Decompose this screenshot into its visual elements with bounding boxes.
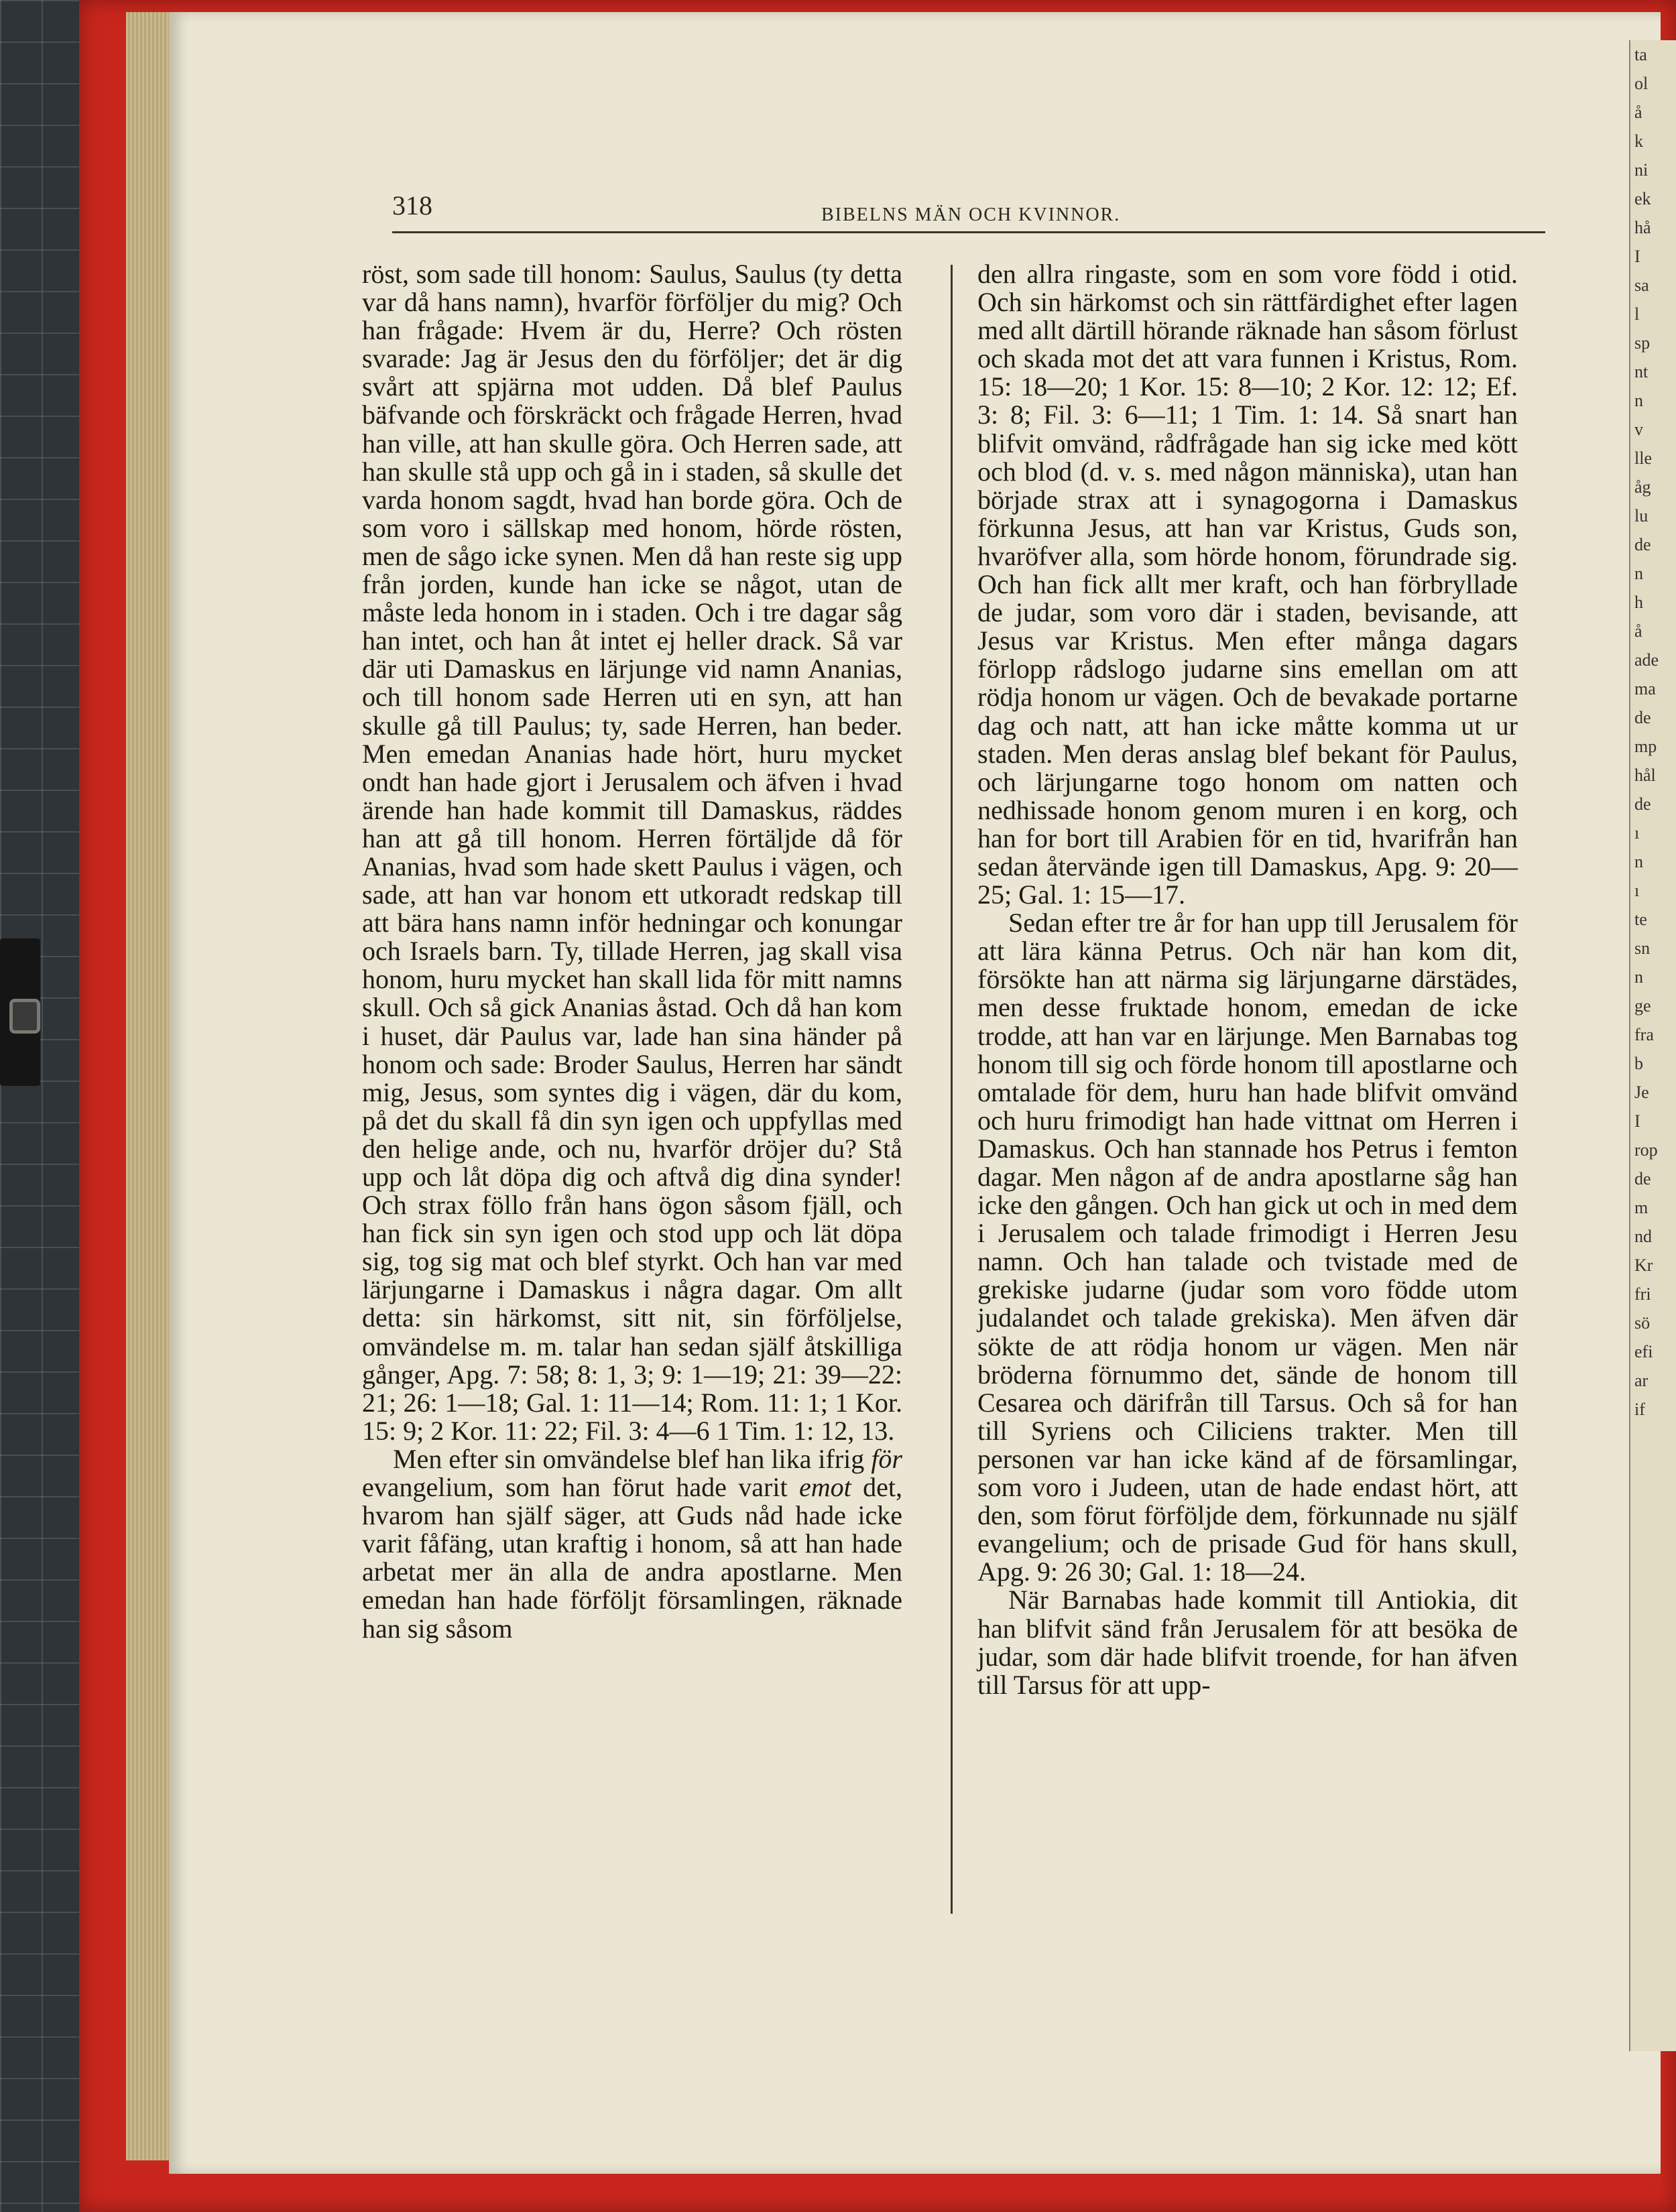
- next-page-fragment: ı: [1634, 823, 1640, 843]
- next-page-fragment: fra: [1634, 1025, 1654, 1044]
- next-page-fragment: I: [1634, 247, 1640, 266]
- next-page-fragment: ı: [1634, 881, 1640, 900]
- left-paragraph-1: röst, som sade till honom: Saulus, Saulus (ty detta var då hans namn), hvarför förföljer du mig? Och han frågade: Hvem är du, Herre? Och rösten svarade: Jag är Jesus den du förföljer; det är dig svårt att spjärna mot udden. Då blef Paulus bäfvande och förskräckt och frågade Herren, hvad han ville, att han skulle göra. Och Herren sade, att han skulle stå upp och gå in i staden, så skulle det varda honom sagdt, hvad han borde göra. Och de som voro i sällskap med honom, hörde rösten, men de sågo icke synen. Men då han reste sig upp från jorden, kunde han icke se något, utan de måste leda honom in i staden. Och i tre dagar såg han intet, och han åt intet ej heller drack. Så var där uti Damaskus en lärjunge vid namn Ananias, och till honom sade Herren uti en syn, att han skulle gå till Paulus; ty, sade Herren, han beder. Men emedan Ananias hade hört, huru mycket ondt han hade gjort i Jerusalem och äfven i hvad ärende han hade kommit till Damaskus, räddes han att gå till honom. Herren förtäljde då för Ananias, hvad som hade skett Paulus i vägen, och sade, att han var honom ett utkoradt redskap till att bära hans namn inför hedningar och konungar och Israels barn. Ty, tillade Herren, jag skall visa honom, huru mycket han skall lida för mitt namns skull. Och så gick Ananias åstad. Och då han kom i huset, där Paulus var, lade han sina händer på honom och sade: Broder Saulus, Herren har sändt mig, Jesus, som syntes dig i vägen, där du kom, på det du skall få din syn igen och uppfyllas med den helige ande, och nu, hvarför dröjer du? Stå upp och låt döpa dig och aftvå dig dina synder! Och strax föllo från hans ögon såsom fjäll, och han fick sin syn igen och stod upp och lät döpa sig, tog sig mat och blef styrkt. Och han var med lärjungarne i Damaskus i några dagar. Om allt detta: sin härkomst, sitt nit, sin förföljelse, omvändelse m. m. talar han sedan själf åtskilliga gånger, Apg. 7: 58; 8: 1, 3; 9: 1—19; 21: 39—22: 21; 26: 1—18; Gal. 1: 11—14; Rom. 11: 1; 1 Kor. 15: 9; 2 Kor. 11: 22; Fil. 3: 4—6 1 Tim. 1: 12, 13.: [362, 259, 902, 1446]
- clip-ring: [9, 999, 40, 1034]
- next-page-fragment: ni: [1634, 160, 1649, 180]
- next-page-fragment: hå: [1634, 218, 1651, 237]
- next-page-fragment: sö: [1634, 1313, 1651, 1333]
- next-page-fragment: n: [1634, 967, 1643, 987]
- next-page-fragment: fri: [1634, 1284, 1651, 1304]
- adjacent-page-edge: [1629, 40, 1676, 2051]
- next-page-fragment: I: [1634, 1111, 1640, 1131]
- emphasis-emot: emot: [798, 1472, 851, 1503]
- page-number: 318: [392, 190, 432, 221]
- next-page-fragment: lu: [1634, 506, 1649, 526]
- next-page-fragment: if: [1634, 1400, 1645, 1419]
- right-paragraph-1: den allra ringaste, som en som vore född i otid. Och sin härkomst och sin rättfärdighet efter lagen med allt därtill hörande räknade han såsom förlust och skada mot det att vara funnen i Kristus, Rom. 15: 18—20; 1 Kor. 15: 8—10; 2 Kor. 12: 12; Ef. 3: 8; Fil. 3: 6—11; 1 Tim. 1: 14. Så snart han blifvit omvänd, rådfrågade han sig icke med kött och blod (d. v. s. med någon människa), utan han började strax att i synagogorna i Damaskus förkunna Jesus, att han var Kristus, Guds son, hvaröfver alla, som hörde honom, förundrade sig. Och han fick allt mer kraft, och han förbryllade de judar, som voro där i staden, bevisande, att Jesus var Kristus. Men efter många dagars förlopp rådslogo judarne sins emellan om att rödja honom ur vägen. Och de bevakade portarne dag och natt, att han icke måtte komma ut ur staden. Men deras anslag blef bekant för Paulus, och lärjungarne togo honom om natten och nedhissade honom genom muren i en korg, och han for bort till Arabien för en tid, hvarifrån han sedan återvände igen till Damaskus, Apg. 9: 20—25; Gal. 1: 15—17.: [977, 259, 1518, 910]
- left-paragraph-2: [362, 1445, 902, 1643]
- next-page-fragment: ar: [1634, 1371, 1649, 1390]
- next-page-fragment: mp: [1634, 737, 1657, 756]
- next-page-fragment: b: [1634, 1054, 1643, 1073]
- next-page-fragment: åg: [1634, 477, 1651, 497]
- next-page-fragment: h: [1634, 593, 1643, 612]
- next-page-fragment: efi: [1634, 1342, 1653, 1361]
- next-page-fragment: sp: [1634, 333, 1651, 353]
- next-page-fragment: ade: [1634, 650, 1659, 670]
- next-page-fragment: de: [1634, 535, 1651, 554]
- next-page-fragment: lle: [1634, 448, 1652, 468]
- next-page-fragment: ma: [1634, 679, 1656, 698]
- next-page-fragment: k: [1634, 131, 1643, 151]
- next-page-fragment: hål: [1634, 765, 1656, 785]
- right-paragraph-2: Sedan efter tre år for han upp till Jerusalem för att lära känna Petrus. Och när han kom dit, försökte han att närma sig lärjungarne därstädes, men desse fruktade honom, emedan de icke trodde, att han var en lärjunge. Men Barnabas tog honom till sig och förde honom till apostlarne och omtalade för dem, huru han hade blifvit omvänd och huru frimodigt han hade vittnat om Herren i Damaskus. Och han stannade hos Petrus i femton dagar. Men någon af de andra apostlarne såg han icke den gången. Och han gick ut och in med dem i Jerusalem och talade frimodigt i Herren Jesu namn. Och han talade och tvistade med de grekiske judarne (judar som voro födde utom judalandet och talade grekiska). Men äfven där sökte de att rödja honom ur vägen. Men när bröderna förnummo det, sände de honom till Cesarea och därifrån till Tarsus. Och så for han till Syriens och Ciliciens trakter. Men till personen var han icke känd af de församlingar, som voro i Judeen, utan de hade endast hört, att den, som förut förföljde dem, förkunnade nu själf evangelium; och de prisade Gud för hans skull, Apg. 9: 26 30; Gal. 1: 18—24.: [977, 908, 1518, 1587]
- right-column: [977, 260, 1518, 1699]
- next-page-fragment: l: [1634, 304, 1640, 324]
- next-page-fragment: å: [1634, 621, 1642, 641]
- next-page-fragment: Kr: [1634, 1255, 1653, 1275]
- page-edges: [126, 12, 173, 2160]
- next-page-fragment: n: [1634, 852, 1643, 871]
- next-page-fragment: te: [1634, 910, 1647, 929]
- next-page-fragment: de: [1634, 794, 1651, 814]
- text-run: Men efter sin omvändelse blef han lika ifrig: [393, 1443, 872, 1474]
- left-column: [362, 260, 902, 1643]
- running-head: [392, 190, 1545, 233]
- emphasis-for: för: [871, 1443, 902, 1474]
- text-run: det, hvarom han själf säger, att Guds nåd hade icke varit fåfäng, utan kraftig i honom, så att han hade arbetat mer än alla de andra apostlarne. Men emedan han hade förföljt församlingen, räknade han sig såsom: [362, 1472, 902, 1644]
- next-page-fragment: Je: [1634, 1083, 1649, 1102]
- text-run: evangelium, som han förut hade varit: [362, 1472, 799, 1503]
- next-page-fragment: n: [1634, 391, 1643, 410]
- right-paragraph-3: När Barnabas hade kommit till Antiokia, dit han blifvit sänd från Jerusalem för att besöka de judar, som där hade blifvit troende, for han äfven till Tarsus för att upp-: [977, 1585, 1518, 1700]
- next-page-fragment: ta: [1634, 45, 1647, 64]
- next-page-fragment: m: [1634, 1198, 1649, 1217]
- next-page-fragment: ol: [1634, 74, 1649, 93]
- next-page-fragment: nt: [1634, 362, 1649, 381]
- next-page-fragment: de: [1634, 708, 1651, 727]
- column-divider: [951, 265, 953, 1914]
- next-page-fragment: sn: [1634, 938, 1651, 958]
- next-page-fragment: de: [1634, 1169, 1651, 1188]
- next-page-fragment: å: [1634, 103, 1642, 122]
- next-page-fragment: sa: [1634, 275, 1649, 295]
- next-page-fragment: n: [1634, 564, 1643, 583]
- next-page-fragment: rop: [1634, 1140, 1658, 1160]
- running-title: BIBELNS MÄN OCH KVINNOR.: [821, 204, 1121, 225]
- next-page-fragment: ek: [1634, 189, 1651, 208]
- next-page-fragment: nd: [1634, 1227, 1652, 1246]
- next-page-fragment: v: [1634, 420, 1643, 439]
- next-page-fragment: ge: [1634, 996, 1651, 1016]
